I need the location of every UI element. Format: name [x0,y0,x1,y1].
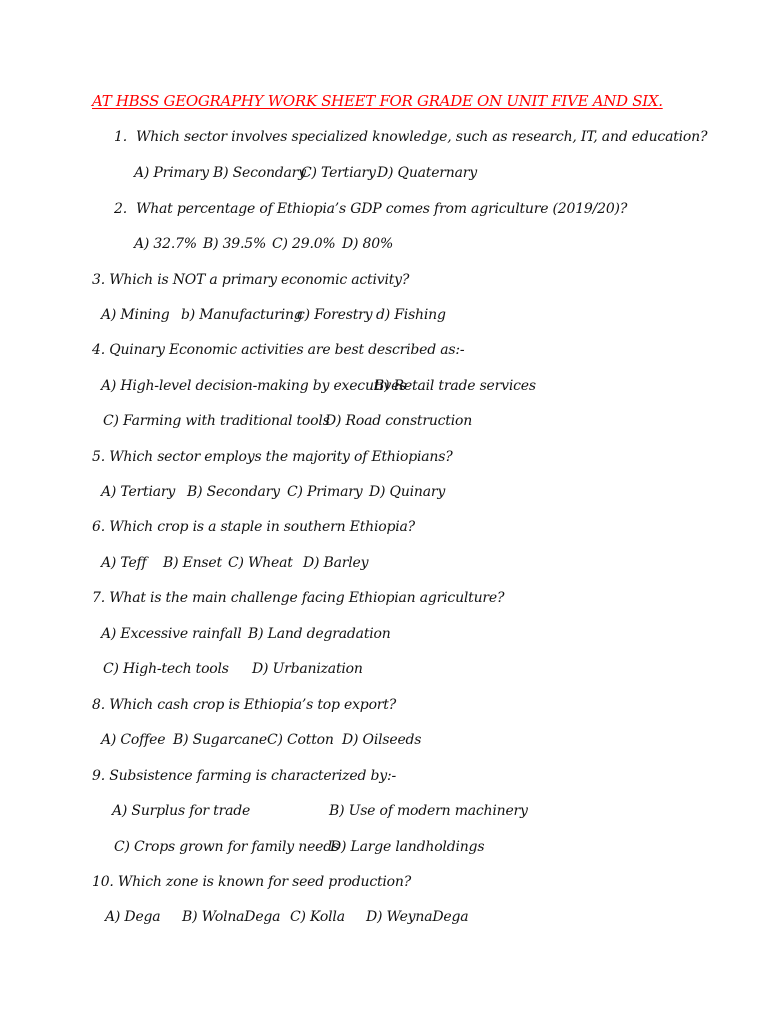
question-1 [114,129,707,145]
question-7-option-a: A) Excessive rainfall [101,626,242,642]
question-2-option-a: A) 32.7% [134,236,197,252]
question-5-option-d: D) Quinary [369,484,446,500]
question-10-option-c: C) Kolla [290,909,345,925]
question-8-option-d: D) Oilseeds [342,732,422,748]
question-3-option-d: d) Fishing [376,307,446,323]
question-6-option-b: B) Enset [163,555,222,571]
question-1-option-a: A) Primary [134,165,209,181]
question-1-text: Which sector involves specialized knowledge, such as research, IT, and education? [136,129,708,145]
question-9-option-d: D) Large landholdings [330,839,485,855]
question-2-number: 2. [114,201,127,217]
question-4-option-d: D) Road construction [325,413,473,429]
question-8-option-a: A) Coffee [101,732,166,748]
question-2-option-b: B) 39.5% [203,236,267,252]
question-2-option-c: C) 29.0% [272,236,336,252]
question-6-option-d: D) Barley [303,555,369,571]
question-8: 8. Which cash crop is Ethiopia’s top export? [92,697,397,713]
question-3-option-c: c) Forestry [297,307,373,323]
question-10-option-d: D) WeynaDega [366,909,469,925]
question-7: 7. What is the main challenge facing Ethiopian agriculture? [92,590,505,606]
question-2-text: What percentage of Ethiopia’s GDP comes from agriculture (2019/20)? [136,201,628,217]
question-5-option-a: A) Tertiary [101,484,176,500]
question-2 [114,201,627,217]
question-10-option-b: B) WolnaDega [182,909,281,925]
question-5-option-b: B) Secondary [187,484,280,500]
question-7-option-b: B) Land degradation [248,626,391,642]
question-4-option-b: B) Retail trade services [374,378,536,394]
question-5: 5. Which sector employs the majority of Ethiopians? [92,449,453,465]
question-9-option-c: C) Crops grown for family needs [114,839,339,855]
question-1-option-b: B) Secondary [213,165,306,181]
question-2-option-d: D) 80% [342,236,394,252]
question-8-option-c: C) Cotton [267,732,334,748]
question-3-option-a: A) Mining [101,307,170,323]
question-6-option-c: C) Wheat [228,555,293,571]
question-3-option-b: b) Manufacturing [181,307,303,323]
worksheet-title: AT HBSS GEOGRAPHY WORK SHEET FOR GRADE ON UNIT FIVE AND SIX. [92,92,663,110]
question-6: 6. Which crop is a staple in southern Ethiopia? [92,519,415,535]
question-3: 3. Which is NOT a primary economic activity? [92,272,410,288]
question-9: 9. Subsistence farming is characterized by:- [92,768,396,784]
question-6-option-a: A) Teff [101,555,147,571]
question-1-option-d: D) Quaternary [377,165,477,181]
question-10: 10. Which zone is known for seed production? [92,874,412,890]
question-4-option-c: C) Farming with traditional tools [103,413,330,429]
question-9-option-b: B) Use of modern machinery [329,803,528,819]
question-1-option-c: C) Tertiary [301,165,376,181]
question-7-option-c: C) High-tech tools [103,661,229,677]
question-10-option-a: A) Dega [105,909,161,925]
question-1-number: 1. [114,129,127,145]
question-7-option-d: D) Urbanization [252,661,363,677]
question-8-option-b: B) Sugarcane [173,732,267,748]
question-5-option-c: C) Primary [287,484,363,500]
question-4: 4. Quinary Economic activities are best described as:- [92,342,465,358]
question-9-option-a: A) Surplus for trade [112,803,251,819]
question-4-option-a: A) High-level decision-making by executives [101,378,407,394]
